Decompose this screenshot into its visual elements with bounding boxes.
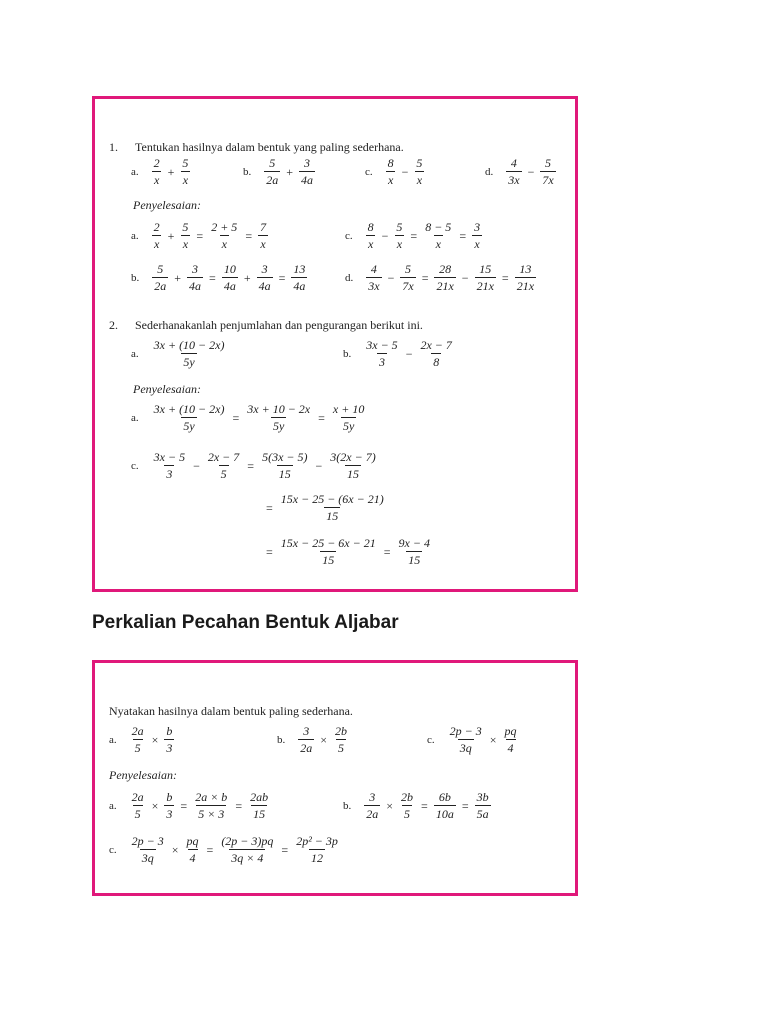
q1-solution-label: Penyelesaian: bbox=[133, 198, 201, 212]
fraction-numerator: 8 bbox=[367, 220, 374, 234]
fraction bbox=[364, 339, 399, 369]
fraction-denominator: 3x bbox=[368, 279, 380, 294]
fraction-denominator: 4 bbox=[507, 741, 514, 756]
fraction bbox=[364, 791, 380, 821]
fraction-denominator: x bbox=[387, 173, 394, 188]
section-heading: Perkalian Pecahan Bentuk Aljabar bbox=[92, 612, 399, 633]
fraction-numerator: 2 bbox=[153, 220, 160, 234]
fraction-numerator: b bbox=[166, 724, 173, 738]
item-label: a. bbox=[109, 800, 117, 813]
mult-item-a bbox=[109, 725, 177, 755]
fraction-numerator: 5 bbox=[182, 220, 189, 234]
fraction-numerator: 5 bbox=[416, 156, 423, 170]
operator: = bbox=[266, 544, 273, 559]
item-label: a. bbox=[131, 348, 139, 361]
fraction-denominator: 5a bbox=[476, 807, 489, 822]
fraction-numerator: 3 bbox=[303, 724, 310, 738]
item-label: c. bbox=[131, 460, 139, 473]
operator: × bbox=[171, 842, 179, 857]
item-label: b. bbox=[343, 348, 352, 361]
fraction-denominator: 21x bbox=[476, 279, 494, 294]
fraction-numerator: 2 bbox=[153, 156, 160, 170]
item-label: c. bbox=[345, 230, 353, 243]
fraction-denominator: 5y bbox=[342, 419, 355, 434]
fraction-numerator: (2p − 3)pq bbox=[221, 834, 274, 848]
q2-solution-label: Penyelesaian: bbox=[133, 382, 201, 396]
fraction-numerator: 4 bbox=[510, 156, 517, 170]
fraction-denominator: 3 bbox=[378, 355, 385, 370]
fraction-numerator: 28 bbox=[439, 262, 452, 276]
fraction-denominator: 5y bbox=[183, 419, 195, 434]
fraction-denominator: 4a bbox=[223, 279, 236, 294]
fraction-denominator: 4a bbox=[189, 279, 202, 294]
operator: = bbox=[232, 410, 240, 425]
item-label: c. bbox=[427, 734, 435, 747]
fraction bbox=[257, 263, 273, 293]
fraction bbox=[434, 791, 456, 821]
fraction-numerator: 3b bbox=[476, 790, 489, 804]
fraction bbox=[298, 725, 314, 755]
fraction bbox=[475, 791, 491, 821]
fraction bbox=[386, 157, 396, 187]
fraction-denominator: 21x bbox=[436, 279, 454, 294]
fraction bbox=[418, 339, 453, 369]
fraction bbox=[366, 263, 381, 293]
exercise-box-addition-subtraction bbox=[92, 96, 578, 592]
fraction bbox=[366, 221, 376, 251]
q2-solution-c-step2 bbox=[263, 493, 389, 523]
fraction-numerator: 15x − 25 − 6x − 21 bbox=[280, 536, 376, 550]
operator: − bbox=[315, 458, 323, 473]
fraction bbox=[152, 451, 187, 481]
q1-item-d bbox=[485, 157, 559, 187]
operator: + bbox=[174, 270, 182, 285]
item-label: c. bbox=[365, 166, 373, 179]
fraction-denominator: 5y bbox=[183, 355, 195, 370]
operator: − bbox=[381, 228, 389, 243]
fraction-denominator: x bbox=[153, 237, 160, 252]
fraction-numerator: 3 bbox=[474, 220, 481, 234]
fraction-denominator: x bbox=[221, 237, 227, 252]
fraction-denominator: x bbox=[396, 237, 403, 252]
exercise-box-multiplication bbox=[92, 660, 578, 896]
fraction-numerator: 2a bbox=[131, 790, 144, 804]
operator: − bbox=[193, 458, 200, 473]
operator: = bbox=[281, 842, 289, 857]
item-label: b. bbox=[343, 800, 352, 813]
fraction-denominator: 15 bbox=[326, 509, 339, 524]
fraction bbox=[328, 451, 377, 481]
fraction-denominator: x bbox=[260, 237, 266, 252]
fraction-numerator: 2x − 7 bbox=[207, 450, 240, 464]
fraction bbox=[515, 263, 536, 293]
fraction-numerator: 5 bbox=[545, 156, 552, 170]
fraction-denominator: x bbox=[182, 237, 189, 252]
fraction-numerator: 3x + (10 − 2x) bbox=[153, 402, 225, 416]
mult-item-b bbox=[277, 725, 352, 755]
operator: = bbox=[209, 270, 216, 285]
question-2-number: 2. bbox=[109, 318, 118, 332]
fraction-numerator: pq bbox=[504, 724, 517, 738]
item-label: c. bbox=[109, 844, 117, 857]
fraction-denominator: 2a bbox=[300, 741, 313, 756]
q2-item-a bbox=[131, 339, 229, 369]
mult-solution-c bbox=[109, 835, 343, 865]
operator: × bbox=[151, 732, 159, 747]
operator: × bbox=[489, 732, 497, 747]
operator: = bbox=[235, 798, 243, 813]
fraction-denominator: 7x bbox=[402, 279, 414, 294]
question-2-prompt: Sederhanakanlah penjumlahan dan pengurangan berikut ini. bbox=[135, 318, 423, 332]
operator: = bbox=[410, 228, 418, 243]
fraction bbox=[540, 157, 555, 187]
fraction-numerator: pq bbox=[186, 834, 199, 848]
operator: = bbox=[459, 228, 467, 243]
fraction bbox=[248, 791, 270, 821]
operator: = bbox=[206, 842, 214, 857]
fraction bbox=[130, 725, 146, 755]
fraction-denominator: 7x bbox=[542, 173, 554, 188]
fraction-denominator: x bbox=[416, 173, 423, 188]
fraction-denominator: 15 bbox=[278, 467, 291, 482]
item-label: a. bbox=[131, 412, 139, 425]
q1-solution-c bbox=[345, 221, 485, 251]
fraction bbox=[279, 493, 386, 523]
fraction-numerator: 3x + (10 − 2x) bbox=[153, 338, 225, 352]
fraction bbox=[331, 403, 366, 433]
fraction-denominator: 5y bbox=[273, 419, 285, 434]
fraction-numerator: 15x − 25 − (6x − 21) bbox=[280, 492, 384, 506]
operator: = bbox=[196, 228, 204, 243]
item-label: b. bbox=[131, 272, 140, 285]
item-label: b. bbox=[277, 734, 286, 747]
fraction bbox=[152, 263, 168, 293]
fraction bbox=[333, 725, 349, 755]
q1-item-b bbox=[243, 157, 318, 187]
operator: + bbox=[167, 164, 175, 179]
fraction-denominator: 4a bbox=[293, 279, 306, 294]
fraction-denominator: 5 bbox=[338, 741, 345, 756]
fraction bbox=[152, 339, 227, 369]
operator: × bbox=[320, 732, 328, 747]
operator: = bbox=[266, 500, 273, 515]
fraction bbox=[187, 263, 203, 293]
fraction-denominator: 3q bbox=[459, 741, 472, 756]
operator: − bbox=[401, 164, 409, 179]
fraction-numerator: 8 bbox=[387, 156, 394, 170]
fraction-denominator: 2a bbox=[266, 173, 279, 188]
fraction-numerator: 3 bbox=[192, 262, 199, 276]
fraction bbox=[209, 221, 239, 251]
operator: = bbox=[278, 270, 286, 285]
fraction bbox=[394, 221, 404, 251]
fraction-numerator: 15 bbox=[479, 262, 492, 276]
operator: − bbox=[405, 346, 413, 361]
operator: = bbox=[421, 798, 428, 813]
q2-item-b bbox=[343, 339, 457, 369]
fraction-denominator: 5 × 3 bbox=[198, 807, 225, 822]
fraction-numerator: 9x − 4 bbox=[398, 536, 430, 550]
operator: + bbox=[243, 270, 251, 285]
fraction-numerator: 5(3x − 5) bbox=[262, 450, 308, 464]
operator: − bbox=[387, 270, 395, 285]
fraction bbox=[185, 835, 201, 865]
fraction-numerator: 5 bbox=[157, 262, 164, 276]
fraction-numerator: 2 + 5 bbox=[211, 220, 238, 234]
q1-solution-d bbox=[345, 263, 539, 293]
item-label: a. bbox=[131, 166, 139, 179]
operator: × bbox=[151, 798, 159, 813]
operator: = bbox=[318, 410, 325, 425]
fraction-denominator: 21x bbox=[516, 279, 535, 294]
fraction-denominator: 10a bbox=[435, 807, 454, 822]
q2-solution-c bbox=[131, 451, 381, 481]
fraction-denominator: x bbox=[153, 173, 160, 188]
fraction-denominator: 4a bbox=[258, 279, 271, 294]
fraction-denominator: x bbox=[435, 237, 441, 252]
item-label: a. bbox=[131, 230, 139, 243]
fraction-numerator: 2a bbox=[131, 724, 144, 738]
item-label: a. bbox=[109, 734, 117, 747]
fraction-numerator: 3 bbox=[369, 790, 376, 804]
fraction-denominator: 15 bbox=[322, 553, 335, 568]
fraction-denominator: 4 bbox=[189, 851, 196, 866]
operator: = bbox=[501, 270, 509, 285]
fraction-numerator: 5 bbox=[405, 262, 412, 276]
fraction-numerator: 2p² − 3p bbox=[296, 834, 338, 848]
fraction bbox=[472, 221, 482, 251]
fraction bbox=[130, 835, 166, 865]
operator: = bbox=[247, 458, 255, 473]
q2-solution-c-step3 bbox=[263, 537, 435, 567]
fraction-denominator: 5 bbox=[404, 807, 411, 822]
operator: − bbox=[527, 164, 535, 179]
fraction-numerator: 2b bbox=[335, 724, 348, 738]
fraction-numerator: 5 bbox=[396, 220, 403, 234]
fraction bbox=[264, 157, 280, 187]
fraction-denominator: 15 bbox=[408, 553, 421, 568]
fraction bbox=[299, 157, 315, 187]
fraction bbox=[291, 263, 307, 293]
mult-solution-label: Penyelesaian: bbox=[109, 768, 177, 782]
fraction-numerator: 4 bbox=[370, 262, 377, 276]
fraction bbox=[164, 791, 174, 821]
q1-item-c bbox=[365, 157, 427, 187]
fraction bbox=[260, 451, 309, 481]
fraction bbox=[475, 263, 496, 293]
fraction bbox=[152, 157, 162, 187]
fraction bbox=[434, 263, 455, 293]
fraction bbox=[180, 157, 190, 187]
fraction bbox=[193, 791, 229, 821]
operator: = bbox=[245, 228, 253, 243]
fraction-denominator: 2a bbox=[154, 279, 167, 294]
operator: = bbox=[383, 544, 391, 559]
fraction bbox=[400, 263, 415, 293]
fraction bbox=[279, 537, 378, 567]
fraction bbox=[152, 221, 162, 251]
fraction-numerator: 5 bbox=[269, 156, 276, 170]
fraction bbox=[397, 537, 432, 567]
fraction-denominator: 8 bbox=[433, 355, 440, 370]
mult-solution-b bbox=[343, 791, 494, 821]
fraction-denominator: 5 bbox=[134, 741, 141, 756]
operator: = bbox=[180, 798, 188, 813]
fraction bbox=[152, 403, 227, 433]
item-label: d. bbox=[485, 166, 494, 179]
fraction-denominator: x bbox=[367, 237, 374, 252]
fraction-numerator: 3x − 5 bbox=[366, 338, 398, 352]
question-1-prompt: Tentukan hasilnya dalam bentuk yang paling sederhana. bbox=[135, 140, 404, 154]
fraction bbox=[180, 221, 190, 251]
fraction-numerator: 7 bbox=[260, 220, 267, 234]
fraction-numerator: 13 bbox=[519, 262, 532, 276]
operator: = bbox=[461, 798, 469, 813]
operator: − bbox=[461, 270, 469, 285]
q2-solution-a bbox=[131, 403, 369, 433]
fraction-numerator: 3x − 5 bbox=[153, 450, 186, 464]
fraction-denominator: 15 bbox=[346, 467, 359, 482]
fraction-numerator: 2a × b bbox=[195, 790, 228, 804]
fraction-numerator: b bbox=[166, 790, 173, 804]
fraction bbox=[448, 725, 484, 755]
fraction-denominator: 4a bbox=[301, 173, 314, 188]
fraction bbox=[399, 791, 415, 821]
fraction-numerator: 6b bbox=[438, 790, 451, 804]
fraction-numerator: 3x + 10 − 2x bbox=[247, 402, 311, 416]
fraction-numerator: 3 bbox=[304, 156, 311, 170]
fraction-numerator: 8 − 5 bbox=[425, 220, 452, 234]
q1-solution-a bbox=[131, 221, 271, 251]
q1-solution-b bbox=[131, 263, 310, 293]
item-label: b. bbox=[243, 166, 252, 179]
fraction-denominator: 5 bbox=[220, 467, 227, 482]
operator: + bbox=[286, 164, 294, 179]
fraction bbox=[294, 835, 340, 865]
fraction-numerator: 10 bbox=[223, 262, 236, 276]
fraction-numerator: 2b bbox=[401, 790, 414, 804]
multiplication-prompt: Nyatakan hasilnya dalam bentuk paling sederhana. bbox=[109, 704, 353, 718]
fraction bbox=[258, 221, 268, 251]
fraction-denominator: 5 bbox=[134, 807, 141, 822]
fraction-numerator: 3(2x − 7) bbox=[330, 450, 376, 464]
fraction-denominator: 3 bbox=[166, 467, 173, 482]
fraction-denominator: 3 bbox=[166, 807, 173, 822]
fraction bbox=[206, 451, 241, 481]
fraction bbox=[164, 725, 174, 755]
fraction bbox=[414, 157, 424, 187]
operator: × bbox=[386, 798, 394, 813]
fraction-denominator: 2a bbox=[366, 807, 379, 822]
fraction-numerator: x + 10 bbox=[332, 402, 365, 416]
fraction bbox=[219, 835, 275, 865]
operator: = bbox=[421, 270, 429, 285]
mult-solution-a bbox=[109, 791, 273, 821]
fraction-denominator: 12 bbox=[311, 851, 324, 866]
fraction-denominator: x bbox=[474, 237, 480, 252]
fraction-numerator: 2p − 3 bbox=[131, 834, 164, 848]
fraction-denominator: x bbox=[182, 173, 189, 188]
fraction-numerator: 2x − 7 bbox=[420, 338, 452, 352]
fraction-numerator: 13 bbox=[293, 262, 306, 276]
question-1-number: 1. bbox=[109, 140, 118, 154]
fraction bbox=[222, 263, 238, 293]
fraction-numerator: 2p − 3 bbox=[449, 724, 482, 738]
fraction-numerator: 5 bbox=[182, 156, 189, 170]
fraction-denominator: 15 bbox=[253, 807, 266, 822]
fraction-denominator: 3q × 4 bbox=[231, 851, 264, 866]
fraction bbox=[503, 725, 519, 755]
fraction bbox=[130, 791, 146, 821]
q1-item-a bbox=[131, 157, 193, 187]
fraction-numerator: 2ab bbox=[250, 790, 269, 804]
fraction-denominator: 3x bbox=[508, 173, 520, 188]
item-label: d. bbox=[345, 272, 354, 285]
fraction-denominator: 3q bbox=[141, 851, 154, 866]
fraction-numerator: 3 bbox=[261, 262, 268, 276]
mult-item-c bbox=[427, 725, 522, 755]
fraction-denominator: 3 bbox=[166, 741, 173, 756]
fraction bbox=[423, 221, 453, 251]
operator: + bbox=[167, 228, 175, 243]
fraction bbox=[245, 403, 312, 433]
fraction bbox=[506, 157, 521, 187]
